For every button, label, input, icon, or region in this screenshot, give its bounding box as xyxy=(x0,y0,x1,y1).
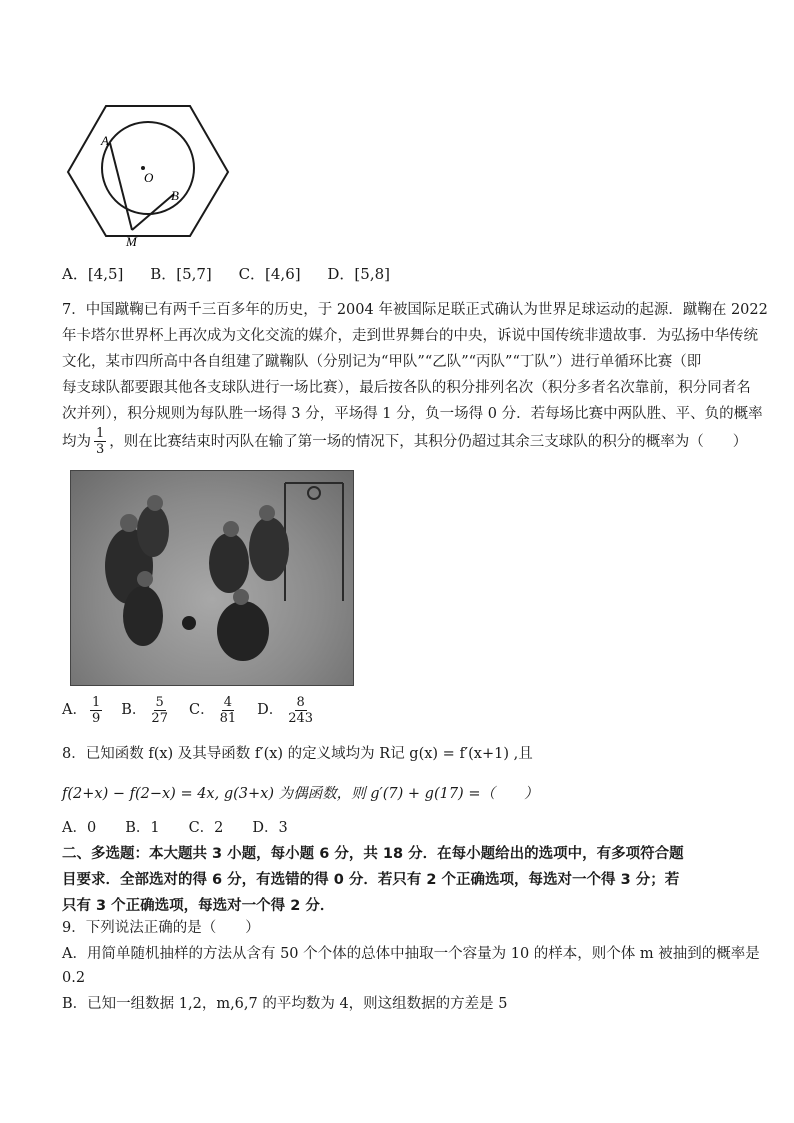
q7-option-d-num: 8 xyxy=(296,694,305,710)
q7-option-a xyxy=(62,695,105,726)
q8-line-2: f(2+x) − f(2−x) = 4x, g(3+x) 为偶函数，则 g′(7) + g(17) =（ ） xyxy=(62,786,539,802)
q7-option-a-letter: A． xyxy=(62,702,87,718)
q6-options xyxy=(62,264,412,284)
q7-line-2: 年卡塔尔世界杯上再次成为文化交流的媒介，走到世界舞台的中央，诉说中国传统非遗故事．为弘扬中华传统 xyxy=(62,328,758,344)
q6-option-c: C．[4,6] xyxy=(238,265,301,283)
q7-option-a-den: 9 xyxy=(91,710,101,726)
q7-last-suffix: ，则在比赛结束时丙队在输了第一场的情况下，其积分仍超过其余三支球队的积分的概率为（ ） xyxy=(109,433,748,450)
section2-line-2: 目要求．全部选对的得 6 分，有选错的得 0 分．若只有 2 个正确选项，每选对一个得 3 分；若 xyxy=(62,872,680,888)
q6-option-a: A．[4,5] xyxy=(62,265,124,283)
q7-option-d xyxy=(257,695,318,726)
q7-line-6 xyxy=(62,426,747,457)
q9-stem: 9．下列说法正确的是（ ） xyxy=(62,920,260,936)
label-a: A xyxy=(101,133,109,148)
q7-option-a-num: 1 xyxy=(91,694,101,710)
segment-am xyxy=(110,143,132,230)
cuju-photo xyxy=(70,470,354,686)
section2-line-1: 二、多选题：本大题共 3 小题，每小题 6 分，共 18 分．在每小题给出的选项中，有多项符合题 xyxy=(62,846,684,862)
q7-line-4: 每支球队都要跟其他各支球队进行一场比赛），最后按各队的积分排列名次（积分多者名次靠前，积分同者名 xyxy=(62,380,751,396)
q7-option-d-den: 243 xyxy=(288,710,314,726)
q7-line-3: 文化，某市四所高中各自组建了蹴鞠队（分别记为“甲队”“乙队”“丙队”“丁队”）进行单循环比赛（即 xyxy=(62,354,702,370)
q7-option-b-num: 5 xyxy=(155,694,164,710)
q6-option-d: D．[5,8] xyxy=(327,265,390,283)
q7-option-c-letter: C． xyxy=(188,702,215,718)
section2-line-3: 只有 3 个正确选项，每选对一个得 2 分． xyxy=(62,898,335,914)
q7-option-c xyxy=(189,695,241,726)
label-b: B xyxy=(171,188,179,203)
q7-options xyxy=(62,690,318,730)
cuju-photo-illustration xyxy=(71,471,353,685)
q7-option-b xyxy=(121,695,173,726)
q9-option-a-line-2: 0.2 xyxy=(62,970,86,986)
q6-option-b: B．[5,7] xyxy=(150,265,212,283)
q9-option-a-line-1: A．用简单随机抽样的方法从含有 50 个个体的总体中抽取一个容量为 10 的样本，则个体 m 被抽到的概率是 xyxy=(62,946,760,962)
q9-option-b: B．已知一组数据 1,2，m,6,7 的平均数为 4，则这组数据的方差是 5 xyxy=(62,996,508,1012)
q8-options: A．0 B．1 C．2 D．3 xyxy=(62,820,288,836)
q7-line-1: 7．中国蹴鞠已有两千三百多年的历史，于 2004 年被国际足联正式确认为世界足球运动的起源．蹴鞠在 2022 xyxy=(62,302,768,318)
q7-line-5: 次并列），积分规则为每队胜一场得 3 分，平场得 1 分，负一场得 0 分．若每场比赛中两队胜、平、负的概率 xyxy=(62,406,763,422)
q7-option-d-letter: D． xyxy=(257,702,284,718)
q7-last-prefix: 均为 xyxy=(62,433,91,450)
q7-fraction xyxy=(94,426,106,457)
q8-line-1: 8．已知函数 f(x) 及其导函数 f′(x) 的定义域均为 R记 g(x) = f′(x+1) ,且 xyxy=(62,746,533,762)
q7-option-c-den: 81 xyxy=(219,710,237,726)
q7-option-b-letter: B． xyxy=(121,702,147,718)
q7-frac-den: 3 xyxy=(96,442,105,457)
label-m: M xyxy=(126,234,137,248)
hexagon-circle-figure xyxy=(60,98,235,248)
q7-option-c-num: 4 xyxy=(223,694,232,710)
label-o: O xyxy=(144,170,154,185)
q7-option-b-den: 27 xyxy=(151,710,168,726)
q7-frac-num: 1 xyxy=(96,426,105,441)
